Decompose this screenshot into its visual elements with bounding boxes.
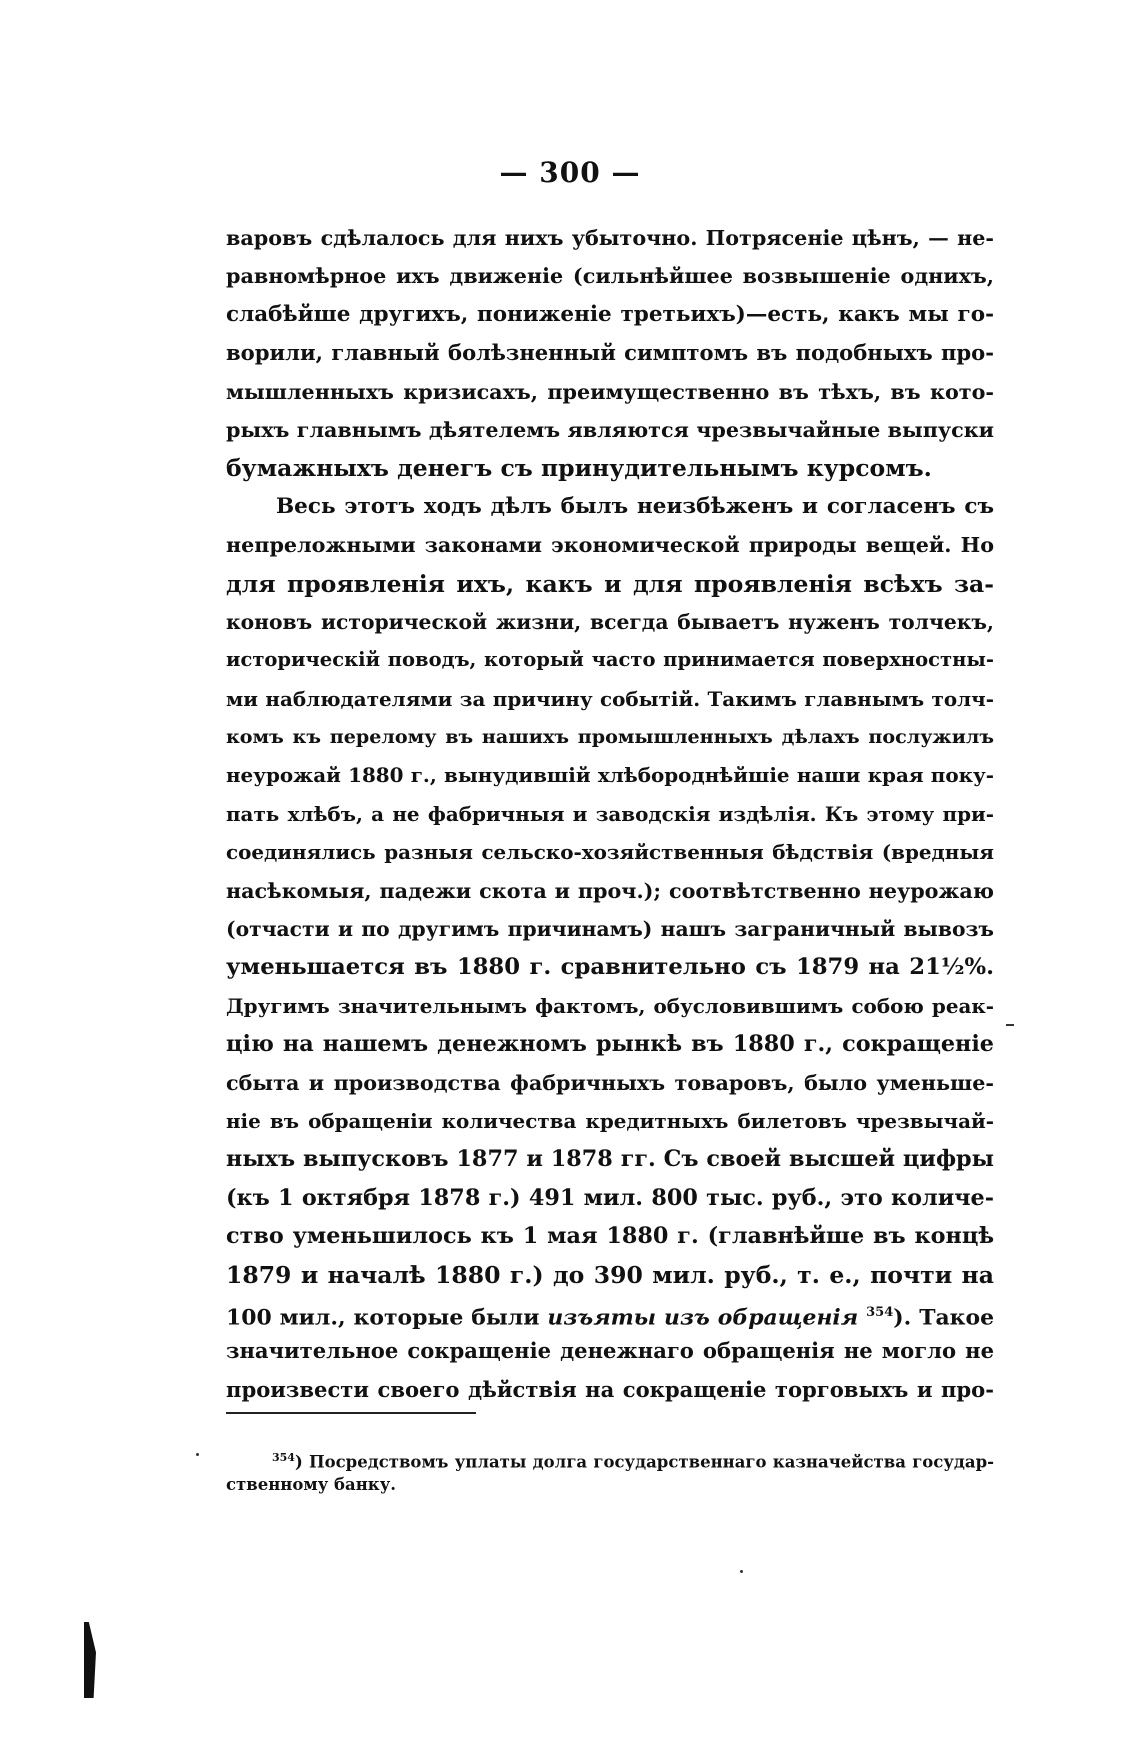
text-line: (отчасти и по другимъ причинамъ) нашъ заграничный вывозъ xyxy=(226,917,994,942)
footnote-text: ) Посредствомъ уплаты долга государственнаго казначейства государ- xyxy=(294,1452,994,1472)
footnote-line xyxy=(226,1444,994,1471)
text-line: произвести своего дѣйствія на сокращеніе торговыхъ и про- xyxy=(226,1376,994,1402)
text-line: пать хлѣбъ, а не фабричныя и заводскія издѣлія. Къ этому при- xyxy=(226,801,994,826)
text-segment: ). Такое xyxy=(893,1304,994,1331)
text-line: уменьшается въ 1880 г. сравнительно съ 1879 на 21½%. xyxy=(226,954,994,981)
footnote-divider xyxy=(226,1412,476,1414)
text-line: 1879 и началѣ 1880 г.) до 390 мил. руб., т. е., почти на xyxy=(226,1260,994,1289)
footnote-reference[interactable]: 354 xyxy=(866,1304,894,1320)
text-line: коновъ исторической жизни, всегда бываетъ нуженъ толчекъ, xyxy=(226,609,994,634)
text-line: мышленныхъ кризисахъ, преимущественно въ тѣхъ, въ кото- xyxy=(226,379,994,404)
text-line: соединялись разныя сельско-хозяйственныя бѣдствія (вредныя xyxy=(226,840,994,865)
text-line: непреложными законами экономической природы вещей. Но xyxy=(226,533,994,558)
text-line: Другимъ значительнымъ фактомъ, обусловившимъ собою реак- xyxy=(226,993,994,1018)
text-line: ныхъ выпусковъ 1877 и 1878 гг. Съ своей высшей цифры xyxy=(226,1146,994,1173)
page-number: — 300 — xyxy=(499,156,641,189)
footnote xyxy=(226,1444,994,1498)
italic-phrase: изъяты изъ обращенія xyxy=(547,1304,859,1331)
text-line-with-footnote-ref xyxy=(226,1294,994,1332)
text-line: варовъ сдѣлалось для нихъ убыточно. Потрясеніе цѣнъ, — не- xyxy=(226,226,994,250)
paragraph-start-line: Весь этотъ ходъ дѣлъ былъ неизбѣженъ и согласенъ съ xyxy=(276,493,994,519)
text-line: сбыта и производства фабричныхъ товаровъ, было уменьше- xyxy=(226,1070,994,1095)
text-line: цію на нашемъ денежномъ рынкѣ въ 1880 г., сокращеніе xyxy=(226,1031,994,1058)
text-line: ворили, главный болѣзненный симптомъ въ подобныхъ про- xyxy=(226,340,994,366)
text-line: насѣкомыя, падежи скота и проч.); соотвѣтственно неурожаю xyxy=(226,878,994,903)
text-segment: 100 мил., которые были xyxy=(226,1304,548,1331)
page-edge-mark xyxy=(84,1622,96,1698)
text-line: для проявленія ихъ, какъ и для проявленія всѣхъ за- xyxy=(226,569,994,598)
paper-speck xyxy=(740,1570,743,1573)
text-line: комъ къ перелому въ нашихъ промышленныхъ дѣлахъ послужилъ xyxy=(226,725,994,749)
text-line: значительное сокращеніе денежнаго обращенія не могло не xyxy=(226,1338,994,1364)
body-text xyxy=(226,219,994,1409)
footnote-marker: 354 xyxy=(272,1451,295,1464)
text-line: ніе въ обращеніи количества кредитныхъ билетовъ чрезвычай- xyxy=(226,1108,994,1133)
text-line: неурожай 1880 г., вынудившій хлѣбороднѣйшіе наши края поку- xyxy=(226,763,994,788)
text-line: бумажныхъ денегъ съ принудительнымъ курсомъ. xyxy=(226,454,932,483)
text-line: ство уменьшилось къ 1 мая 1880 г. (главнѣйше въ концѣ xyxy=(226,1223,994,1250)
paper-speck xyxy=(196,1453,199,1456)
text-line: историческій поводъ, который часто принимается поверхностны- xyxy=(226,648,994,672)
footnote-line: ственному банку. xyxy=(226,1475,397,1494)
text-line: равномѣрное ихъ движеніе (сильнѣйшее возвышеніе однихъ, xyxy=(226,264,994,289)
text-line: ми наблюдателями за причину событій. Такимъ главнымъ толч- xyxy=(226,686,994,711)
text-line: слабѣйше другихъ, пониженіе третьихъ)—есть, какъ мы го- xyxy=(226,301,994,327)
margin-mark xyxy=(1006,1024,1014,1026)
text-line: (къ 1 октября 1878 г.) 491 мил. 800 тыс. руб., это количе- xyxy=(226,1184,994,1211)
text-line: рыхъ главнымъ дѣятелемъ являются чрезвычайные выпуски xyxy=(226,417,994,442)
